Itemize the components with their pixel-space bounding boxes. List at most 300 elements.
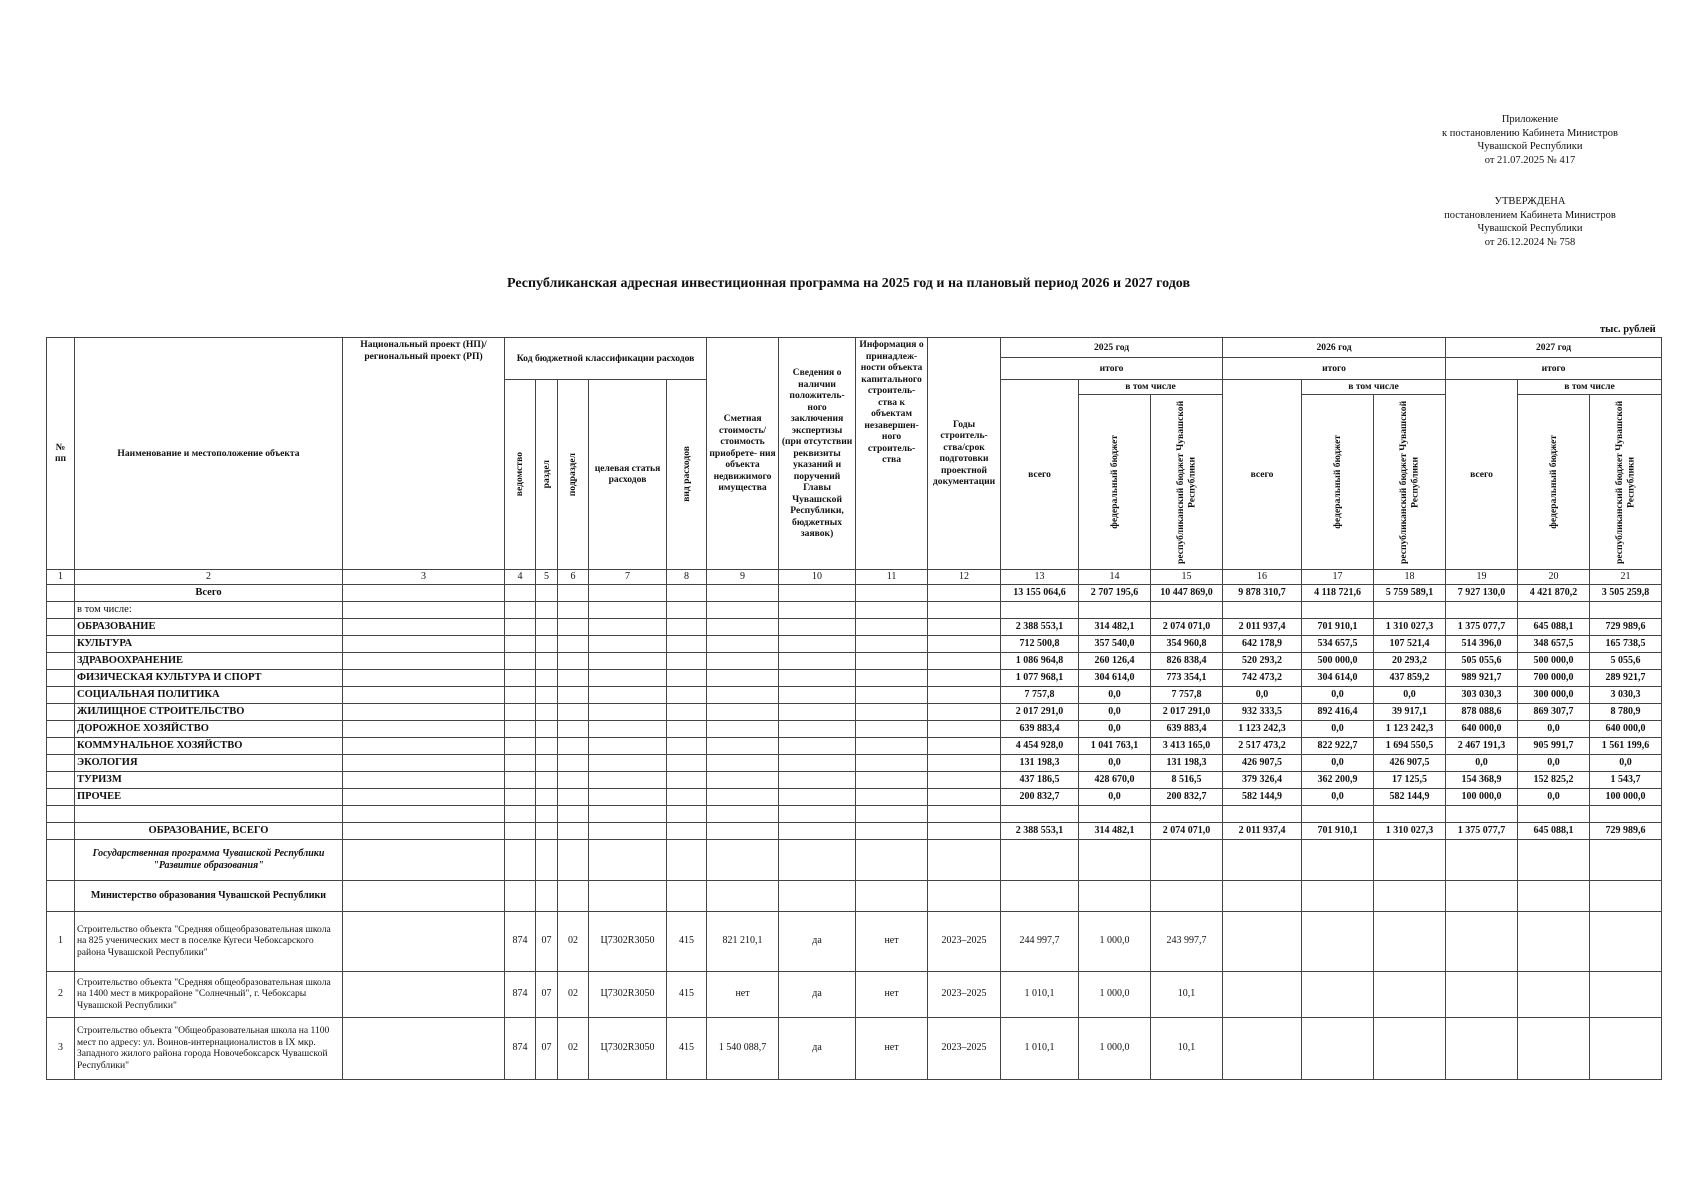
object-target: Ц7302R3050 [589, 911, 667, 971]
sector-value: 5 055,6 [1590, 652, 1662, 669]
sector-value: 165 738,5 [1590, 635, 1662, 652]
empty-cell [505, 788, 536, 805]
object-2025-fed: 1 000,0 [1079, 1017, 1151, 1079]
empty-cell [536, 669, 558, 686]
sector-value: 7 757,8 [1151, 686, 1223, 703]
sector-row [47, 754, 1662, 771]
header-itogo: итого [1223, 358, 1446, 380]
empty-cell [928, 703, 1001, 720]
empty-cell [707, 686, 779, 703]
empty-cell [1302, 911, 1374, 971]
sector-value: 1 694 550,5 [1374, 737, 1446, 754]
empty-cell [1518, 1017, 1590, 1079]
sector-value: 892 416,4 [1302, 703, 1374, 720]
sector-value: 729 989,6 [1590, 618, 1662, 635]
sector-name: СОЦИАЛЬНАЯ ПОЛИТИКА [75, 686, 343, 703]
sector-num-cell [47, 771, 75, 788]
empty-cell [589, 703, 667, 720]
total-value: 13 155 064,6 [1001, 584, 1079, 601]
education-total-value: 645 088,1 [1518, 822, 1590, 839]
column-number: 14 [1079, 569, 1151, 584]
sector-value: 100 000,0 [1446, 788, 1518, 805]
column-number: 5 [536, 569, 558, 584]
empty-cell [589, 788, 667, 805]
empty-cell [779, 788, 856, 805]
appendix-block [1395, 113, 1665, 167]
empty-cell [558, 754, 589, 771]
empty-cell [589, 635, 667, 652]
object-razdel: 07 [536, 911, 558, 971]
sector-value: 428 670,0 [1079, 771, 1151, 788]
sector-num-cell [47, 754, 75, 771]
empty-cell [343, 754, 505, 771]
sector-value: 701 910,1 [1302, 618, 1374, 635]
object-years: 2023–2025 [928, 971, 1001, 1017]
sector-value: 0,0 [1079, 720, 1151, 737]
sector-value: 354 960,8 [1151, 635, 1223, 652]
empty-cell [707, 703, 779, 720]
sector-value: 20 293,2 [1374, 652, 1446, 669]
education-total-value: 701 910,1 [1302, 822, 1374, 839]
sector-value: 0,0 [1518, 720, 1590, 737]
empty-cell [667, 720, 707, 737]
object-rows [47, 911, 1662, 1079]
object-np [343, 911, 505, 971]
empty-cell [779, 771, 856, 788]
sector-value: 2 517 473,2 [1223, 737, 1302, 754]
header-vsego: всего [1001, 380, 1079, 570]
empty-cell [779, 686, 856, 703]
column-number: 13 [1001, 569, 1079, 584]
including-row [47, 601, 1662, 618]
sector-row [47, 720, 1662, 737]
header-name: Наименование и местоположение объекта [75, 338, 343, 570]
sector-value: 154 368,9 [1446, 771, 1518, 788]
sector-value: 348 657,5 [1518, 635, 1590, 652]
approved-line: постановлением Кабинета Министров [1444, 209, 1616, 221]
empty-cell [505, 635, 536, 652]
empty-cell [779, 669, 856, 686]
sector-value: 0,0 [1374, 686, 1446, 703]
sector-value: 640 000,0 [1590, 720, 1662, 737]
sector-value: 437 186,5 [1001, 771, 1079, 788]
sector-value: 1 123 242,3 [1374, 720, 1446, 737]
total-row [47, 584, 1662, 601]
education-total-label: ОБРАЗОВАНИЕ, ВСЕГО [75, 822, 343, 839]
empty-cell [505, 618, 536, 635]
header-incl: в том числе [1079, 380, 1223, 395]
sector-name: ЭКОЛОГИЯ [75, 754, 343, 771]
column-number: 18 [1374, 569, 1446, 584]
object-2025-fed: 1 000,0 [1079, 971, 1151, 1017]
sector-value: 1 123 242,3 [1223, 720, 1302, 737]
sector-value: 905 991,7 [1518, 737, 1590, 754]
empty-cell [856, 686, 928, 703]
object-cost: нет [707, 971, 779, 1017]
object-razdel: 07 [536, 971, 558, 1017]
empty-cell [1518, 971, 1590, 1017]
sector-value: 152 825,2 [1518, 771, 1590, 788]
education-total-value: 2 074 071,0 [1151, 822, 1223, 839]
appendix-line: к постановлению Кабинета Министров [1442, 127, 1618, 139]
sector-value: 131 198,3 [1151, 754, 1223, 771]
sector-value: 2 388 553,1 [1001, 618, 1079, 635]
object-vedomstvo: 874 [505, 1017, 536, 1079]
sector-value: 7 757,8 [1001, 686, 1079, 703]
empty-cell [536, 771, 558, 788]
education-total-row [47, 822, 1662, 839]
empty-cell [558, 652, 589, 669]
sector-value: 1 561 199,6 [1590, 737, 1662, 754]
header-vedomstvo: ведомство [505, 380, 536, 570]
header-fed: федеральный бюджет [1518, 394, 1590, 569]
empty-cell [589, 754, 667, 771]
empty-cell [343, 771, 505, 788]
header-fed: федеральный бюджет [1079, 394, 1151, 569]
empty-cell [667, 703, 707, 720]
empty-cell [505, 737, 536, 754]
program-label: Государственная программа Чувашской Республики "Развитие образования" [75, 839, 343, 880]
sector-num-cell [47, 669, 75, 686]
object-vedomstvo: 874 [505, 911, 536, 971]
empty-cell [779, 703, 856, 720]
column-number: 7 [589, 569, 667, 584]
header-target: целевая статья расходов [589, 380, 667, 570]
empty-cell [505, 754, 536, 771]
header-rep: республиканский бюджет Чувашской Республики [1151, 394, 1223, 569]
header-rep: республиканский бюджет Чувашской Республики [1590, 394, 1662, 569]
object-num: 2 [47, 971, 75, 1017]
header-itogo: итого [1001, 358, 1223, 380]
total-value: 2 707 195,6 [1079, 584, 1151, 601]
empty-cell [856, 720, 928, 737]
empty-cell [558, 618, 589, 635]
sector-value: 314 482,1 [1079, 618, 1151, 635]
sector-value: 357 540,0 [1079, 635, 1151, 652]
education-total-value: 2 388 553,1 [1001, 822, 1079, 839]
column-number: 16 [1223, 569, 1302, 584]
empty-cell [536, 754, 558, 771]
object-ownership: нет [856, 911, 928, 971]
empty-cell [707, 652, 779, 669]
header-cost: Сметная стоимость/ стоимость приобрете- ния объекта недвижимого имущества [707, 338, 779, 570]
object-name: Строительство объекта "Средняя общеобразовательная школа на 825 ученических мест в поселке Кугеси Чебоксарского района Чувашской Республики" [75, 911, 343, 971]
header-year-2025: 2025 год [1001, 338, 1223, 358]
empty-cell [707, 788, 779, 805]
column-number: 21 [1590, 569, 1662, 584]
sector-value: 8 780,9 [1590, 703, 1662, 720]
column-number: 12 [928, 569, 1001, 584]
program-row [47, 839, 1662, 880]
empty-cell [928, 669, 1001, 686]
sector-value: 712 500,8 [1001, 635, 1079, 652]
sector-value: 1 077 968,1 [1001, 669, 1079, 686]
sector-value: 362 200,9 [1302, 771, 1374, 788]
total-value: 4 421 870,2 [1518, 584, 1590, 601]
header-incl: в том числе [1518, 380, 1662, 395]
empty-cell [343, 788, 505, 805]
empty-cell [667, 754, 707, 771]
object-years: 2023–2025 [928, 1017, 1001, 1079]
object-2025-fed: 1 000,0 [1079, 911, 1151, 971]
sector-value: 1 543,7 [1590, 771, 1662, 788]
header-vsego: всего [1223, 380, 1302, 570]
object-vedomstvo: 874 [505, 971, 536, 1017]
column-number: 1 [47, 569, 75, 584]
empty-cell [536, 652, 558, 669]
sector-name: ТУРИЗМ [75, 771, 343, 788]
empty-cell [928, 720, 1001, 737]
empty-cell [779, 754, 856, 771]
empty-cell [856, 754, 928, 771]
empty-cell [589, 669, 667, 686]
sector-num-cell [47, 720, 75, 737]
empty-cell [505, 720, 536, 737]
empty-cell [589, 618, 667, 635]
empty-cell [707, 771, 779, 788]
object-target: Ц7302R3050 [589, 1017, 667, 1079]
education-total-value: 1 375 077,7 [1446, 822, 1518, 839]
education-total-value: 729 989,6 [1590, 822, 1662, 839]
education-total-value: 1 310 027,3 [1374, 822, 1446, 839]
including-label: в том числе: [75, 601, 343, 618]
empty-cell [589, 652, 667, 669]
sector-value: 826 838,4 [1151, 652, 1223, 669]
sector-value: 2 467 191,3 [1446, 737, 1518, 754]
column-number: 11 [856, 569, 928, 584]
spacer-row [47, 805, 1662, 822]
column-number: 4 [505, 569, 536, 584]
column-number: 10 [779, 569, 856, 584]
object-np [343, 1017, 505, 1079]
header-ownership: Информация о принадлеж- ности объекта капитального строитель- ства к объектам незавершен- ного строитель- ства [856, 338, 928, 570]
sector-value: 1 086 964,8 [1001, 652, 1079, 669]
sector-name: ФИЗИЧЕСКАЯ КУЛЬТУРА И СПОРТ [75, 669, 343, 686]
sector-value: 304 614,0 [1079, 669, 1151, 686]
empty-cell [667, 652, 707, 669]
header-itogo: итого [1446, 358, 1662, 380]
sector-value: 426 907,5 [1374, 754, 1446, 771]
empty-cell [707, 635, 779, 652]
header-expertise: Сведения о наличии положитель- ного заключения экспертизы (при отсутствии реквизиты указаний и поручений Главы Чувашской Республики, бюджетных заявок) [779, 338, 856, 570]
sector-value: 2 017 291,0 [1151, 703, 1223, 720]
empty-cell [536, 703, 558, 720]
sector-name: ПРОЧЕЕ [75, 788, 343, 805]
sector-value: 131 198,3 [1001, 754, 1079, 771]
empty-cell [505, 771, 536, 788]
object-ownership: нет [856, 971, 928, 1017]
total-value: 5 759 589,1 [1374, 584, 1446, 601]
sector-value: 0,0 [1302, 788, 1374, 805]
sector-num-cell [47, 686, 75, 703]
empty-cell [1590, 1017, 1662, 1079]
sector-value: 640 000,0 [1446, 720, 1518, 737]
header-fed: федеральный бюджет [1302, 394, 1374, 569]
units-label: тыс. рублей [1600, 324, 1656, 335]
object-expertise: да [779, 911, 856, 971]
sector-row [47, 686, 1662, 703]
empty-cell [558, 669, 589, 686]
sector-value: 39 917,1 [1374, 703, 1446, 720]
empty-cell [505, 669, 536, 686]
sector-value: 932 333,5 [1223, 703, 1302, 720]
total-value: 3 505 259,8 [1590, 584, 1662, 601]
sector-value: 2 074 071,0 [1151, 618, 1223, 635]
sector-value: 2 017 291,0 [1001, 703, 1079, 720]
empty-cell [1223, 1017, 1302, 1079]
empty-cell [667, 737, 707, 754]
appendix-line: Чувашской Республики [1477, 141, 1583, 152]
approved-line: Чувашской Республики [1477, 223, 1583, 234]
empty-cell [589, 737, 667, 754]
sector-value: 0,0 [1446, 754, 1518, 771]
header-num: № пп [47, 338, 75, 570]
empty-cell [707, 618, 779, 635]
column-number: 2 [75, 569, 343, 584]
empty-cell [779, 737, 856, 754]
sector-value: 1 375 077,7 [1446, 618, 1518, 635]
sector-value: 4 454 928,0 [1001, 737, 1079, 754]
empty-cell [558, 737, 589, 754]
object-cost: 821 210,1 [707, 911, 779, 971]
empty-cell [856, 652, 928, 669]
sector-value: 500 000,0 [1518, 652, 1590, 669]
object-ownership: нет [856, 1017, 928, 1079]
sector-row [47, 788, 1662, 805]
header-incl: в том числе [1302, 380, 1446, 395]
object-2025-total: 1 010,1 [1001, 971, 1079, 1017]
empty-cell [343, 686, 505, 703]
empty-cell [536, 788, 558, 805]
empty-cell [856, 669, 928, 686]
empty-cell [558, 635, 589, 652]
approved-block [1395, 195, 1665, 249]
empty-cell [928, 652, 1001, 669]
empty-cell [928, 618, 1001, 635]
empty-cell [667, 669, 707, 686]
empty-cell [928, 788, 1001, 805]
sector-value: 8 516,5 [1151, 771, 1223, 788]
sector-value: 303 030,3 [1446, 686, 1518, 703]
object-name: Строительство объекта "Общеобразовательная школа на 1100 мест по адресу: ул. Воинов-интернационалистов в IX мкр. Западного жилого района города Новочебоксарск Чувашской Республики" [75, 1017, 343, 1079]
empty-cell [536, 720, 558, 737]
header-kbk: Код бюджетной классификации расходов [505, 338, 707, 380]
total-value: 10 447 869,0 [1151, 584, 1223, 601]
sector-value: 437 859,2 [1374, 669, 1446, 686]
sector-value: 0,0 [1302, 720, 1374, 737]
sector-value: 3 413 165,0 [1151, 737, 1223, 754]
object-np [343, 971, 505, 1017]
sector-value: 500 000,0 [1302, 652, 1374, 669]
empty-cell [505, 686, 536, 703]
empty-cell [667, 618, 707, 635]
object-vid: 415 [667, 971, 707, 1017]
sector-value: 2 011 937,4 [1223, 618, 1302, 635]
sector-value: 534 657,5 [1302, 635, 1374, 652]
sector-value: 0,0 [1223, 686, 1302, 703]
sector-num-cell [47, 788, 75, 805]
object-row [47, 911, 1662, 971]
object-2025-rep: 10,1 [1151, 1017, 1223, 1079]
sector-row [47, 771, 1662, 788]
sector-value: 1 041 763,1 [1079, 737, 1151, 754]
empty-cell [1446, 1017, 1518, 1079]
sector-value: 520 293,2 [1223, 652, 1302, 669]
sector-value: 822 922,7 [1302, 737, 1374, 754]
object-2025-total: 1 010,1 [1001, 1017, 1079, 1079]
sector-value: 582 144,9 [1223, 788, 1302, 805]
empty-cell [505, 652, 536, 669]
empty-cell [707, 754, 779, 771]
object-row [47, 971, 1662, 1017]
sector-value: 1 310 027,3 [1374, 618, 1446, 635]
sector-value: 514 396,0 [1446, 635, 1518, 652]
appendix-line: Приложение [1501, 114, 1559, 125]
education-total-value: 314 482,1 [1079, 822, 1151, 839]
empty-cell [667, 788, 707, 805]
sector-value: 200 832,7 [1001, 788, 1079, 805]
sector-value: 260 126,4 [1079, 652, 1151, 669]
ministry-label: Министерство образования Чувашской Республики [75, 880, 343, 911]
sector-value: 200 832,7 [1151, 788, 1223, 805]
empty-cell [1590, 971, 1662, 1017]
empty-cell [558, 686, 589, 703]
object-expertise: да [779, 971, 856, 1017]
empty-cell [343, 635, 505, 652]
sector-value: 869 307,7 [1518, 703, 1590, 720]
empty-cell [343, 720, 505, 737]
empty-cell [707, 669, 779, 686]
sector-value: 0,0 [1590, 754, 1662, 771]
sector-num-cell [47, 737, 75, 754]
object-name: Строительство объекта "Средняя общеобразовательная школа на 1400 мест в микрорайоне "Солнечный", г. Чебоксары Чувашской Республики" [75, 971, 343, 1017]
sector-row [47, 652, 1662, 669]
empty-cell [1302, 971, 1374, 1017]
empty-cell [558, 703, 589, 720]
column-number: 15 [1151, 569, 1223, 584]
sector-name: ДОРОЖНОЕ ХОЗЯЙСТВО [75, 720, 343, 737]
object-vid: 415 [667, 1017, 707, 1079]
empty-cell [536, 635, 558, 652]
object-row [47, 1017, 1662, 1079]
object-podrazdel: 02 [558, 911, 589, 971]
empty-cell [928, 771, 1001, 788]
empty-cell [1223, 911, 1302, 971]
sector-value: 0,0 [1079, 686, 1151, 703]
empty-cell [779, 652, 856, 669]
sector-value: 0,0 [1518, 788, 1590, 805]
sector-value: 642 178,9 [1223, 635, 1302, 652]
empty-cell [779, 618, 856, 635]
sector-value: 0,0 [1079, 703, 1151, 720]
sector-num-cell [47, 635, 75, 652]
object-2025-rep: 243 997,7 [1151, 911, 1223, 971]
approved-line: УТВЕРЖДЕНА [1494, 196, 1566, 207]
empty-cell [1446, 911, 1518, 971]
empty-cell [343, 618, 505, 635]
header-year-2027: 2027 год [1446, 338, 1662, 358]
empty-cell [343, 737, 505, 754]
column-number: 17 [1302, 569, 1374, 584]
header-vsego: всего [1446, 380, 1518, 570]
empty-cell [707, 737, 779, 754]
empty-cell [1590, 911, 1662, 971]
document-title: Республиканская адресная инвестиционная программа на 2025 год и на плановый период 2026 и 2027 годов [507, 276, 1190, 291]
sector-value: 0,0 [1079, 788, 1151, 805]
sector-value: 107 521,4 [1374, 635, 1446, 652]
sector-name: КУЛЬТУРА [75, 635, 343, 652]
object-num: 1 [47, 911, 75, 971]
